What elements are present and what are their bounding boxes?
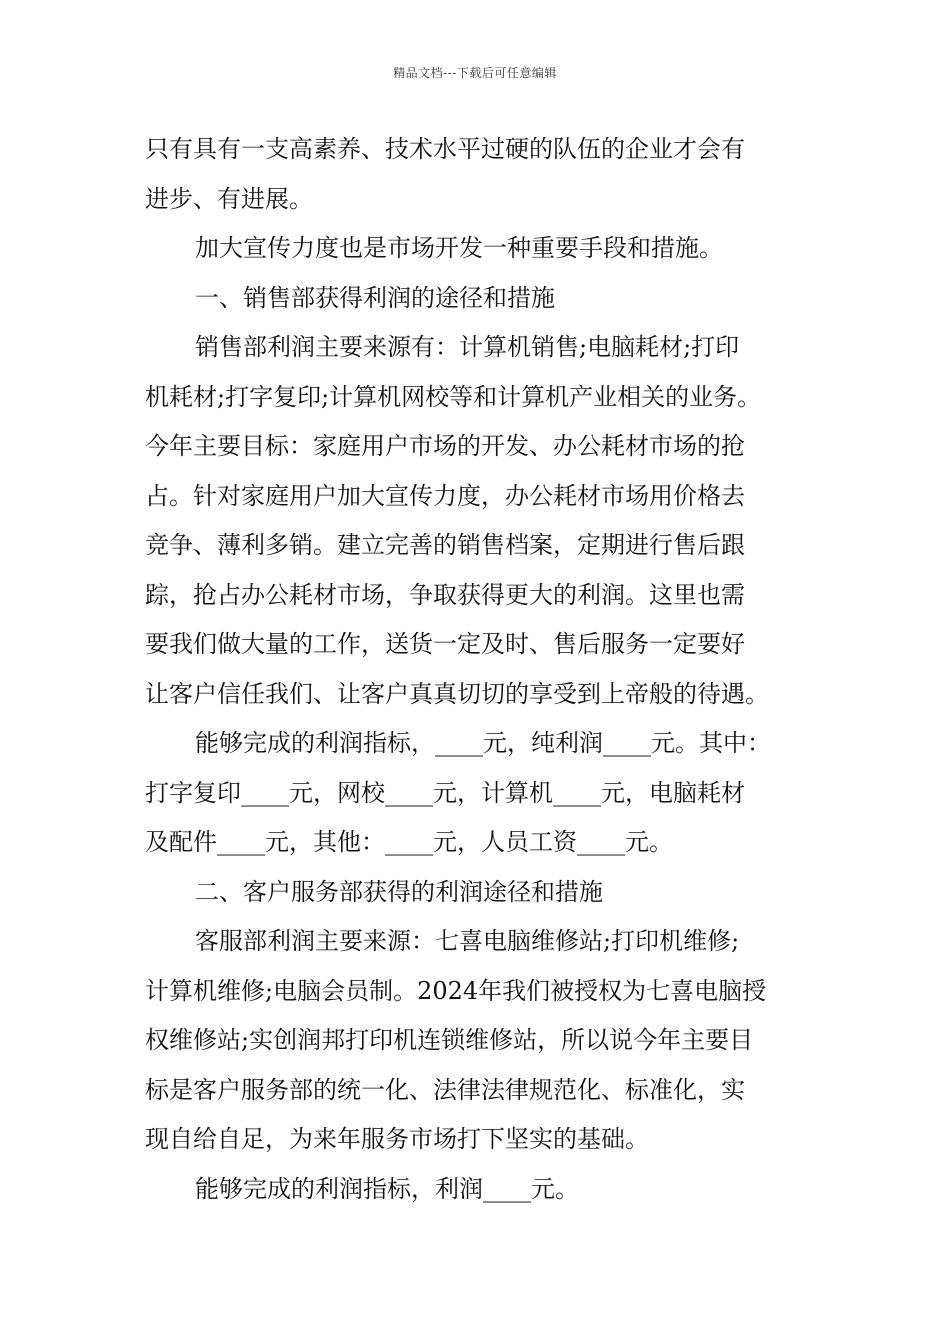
text-line: 打字复印____元，网校____元，计算机____元，电脑耗材 [145,778,745,807]
text-line: 及配件____元，其他：____元，人员工资____元。 [145,828,673,856]
text-line: 客服部利润主要来源：七喜电脑维修站;打印机维修; [195,927,740,955]
text-line: 只有具有一支高素养、技术水平过硬的队伍的企业才会有 [145,135,745,163]
document-body [145,125,815,1214]
text-line: 踪，抢占办公耗材市场，争取获得更大的利润。这里也需 [145,580,745,609]
text-line: 权维修站;实创润邦打印机连锁维修站，所以说今年主要目 [145,1026,754,1054]
text-line: 销售部利润主要来源有：计算机销售;电脑耗材;打印 [195,333,740,361]
text-line: 能够完成的利润指标，利润____元。 [195,1174,579,1203]
text-line: 加大宣传力度也是市场开发一种重要手段和措施。 [195,234,723,262]
text-line: 进步、有进展。 [145,184,313,213]
text-line: 要我们做大量的工作，送货一定及时、售后服务一定要好 [145,630,745,658]
text-line: 机耗材;打字复印;计算机网校等和计算机产业相关的业务。 [145,382,762,411]
text-line: 一、销售部获得利润的途径和措施 [195,283,555,312]
text-line: 计算机维修;电脑会员制。2024年我们被授权为七喜电脑授 [145,976,767,1005]
page-header: 精品文档---下载后可任意编辑 [393,66,557,80]
text-line: 标是客户服务部的统一化、法律法律规范化、标准化，实 [145,1075,745,1104]
text-line: 今年主要目标：家庭用户市场的开发、办公耗材市场的抢 [145,432,745,460]
text-line: 让客户信任我们、让客户真真切切的享受到上帝般的待遇。 [145,679,769,708]
text-line: 能够完成的利润指标，____元，纯利润____元。其中： [195,729,771,757]
text-line: 竞争、薄利多销。建立完善的销售档案，定期进行售后跟 [145,531,745,559]
text-line: 二、客户服务部获得的利润途径和措施 [195,877,603,906]
text-line: 现自给自足，为来年服务市场打下坚实的基础。 [145,1125,649,1153]
text-line: 占。针对家庭用户加大宣传力度，办公耗材市场用价格去 [145,481,745,510]
